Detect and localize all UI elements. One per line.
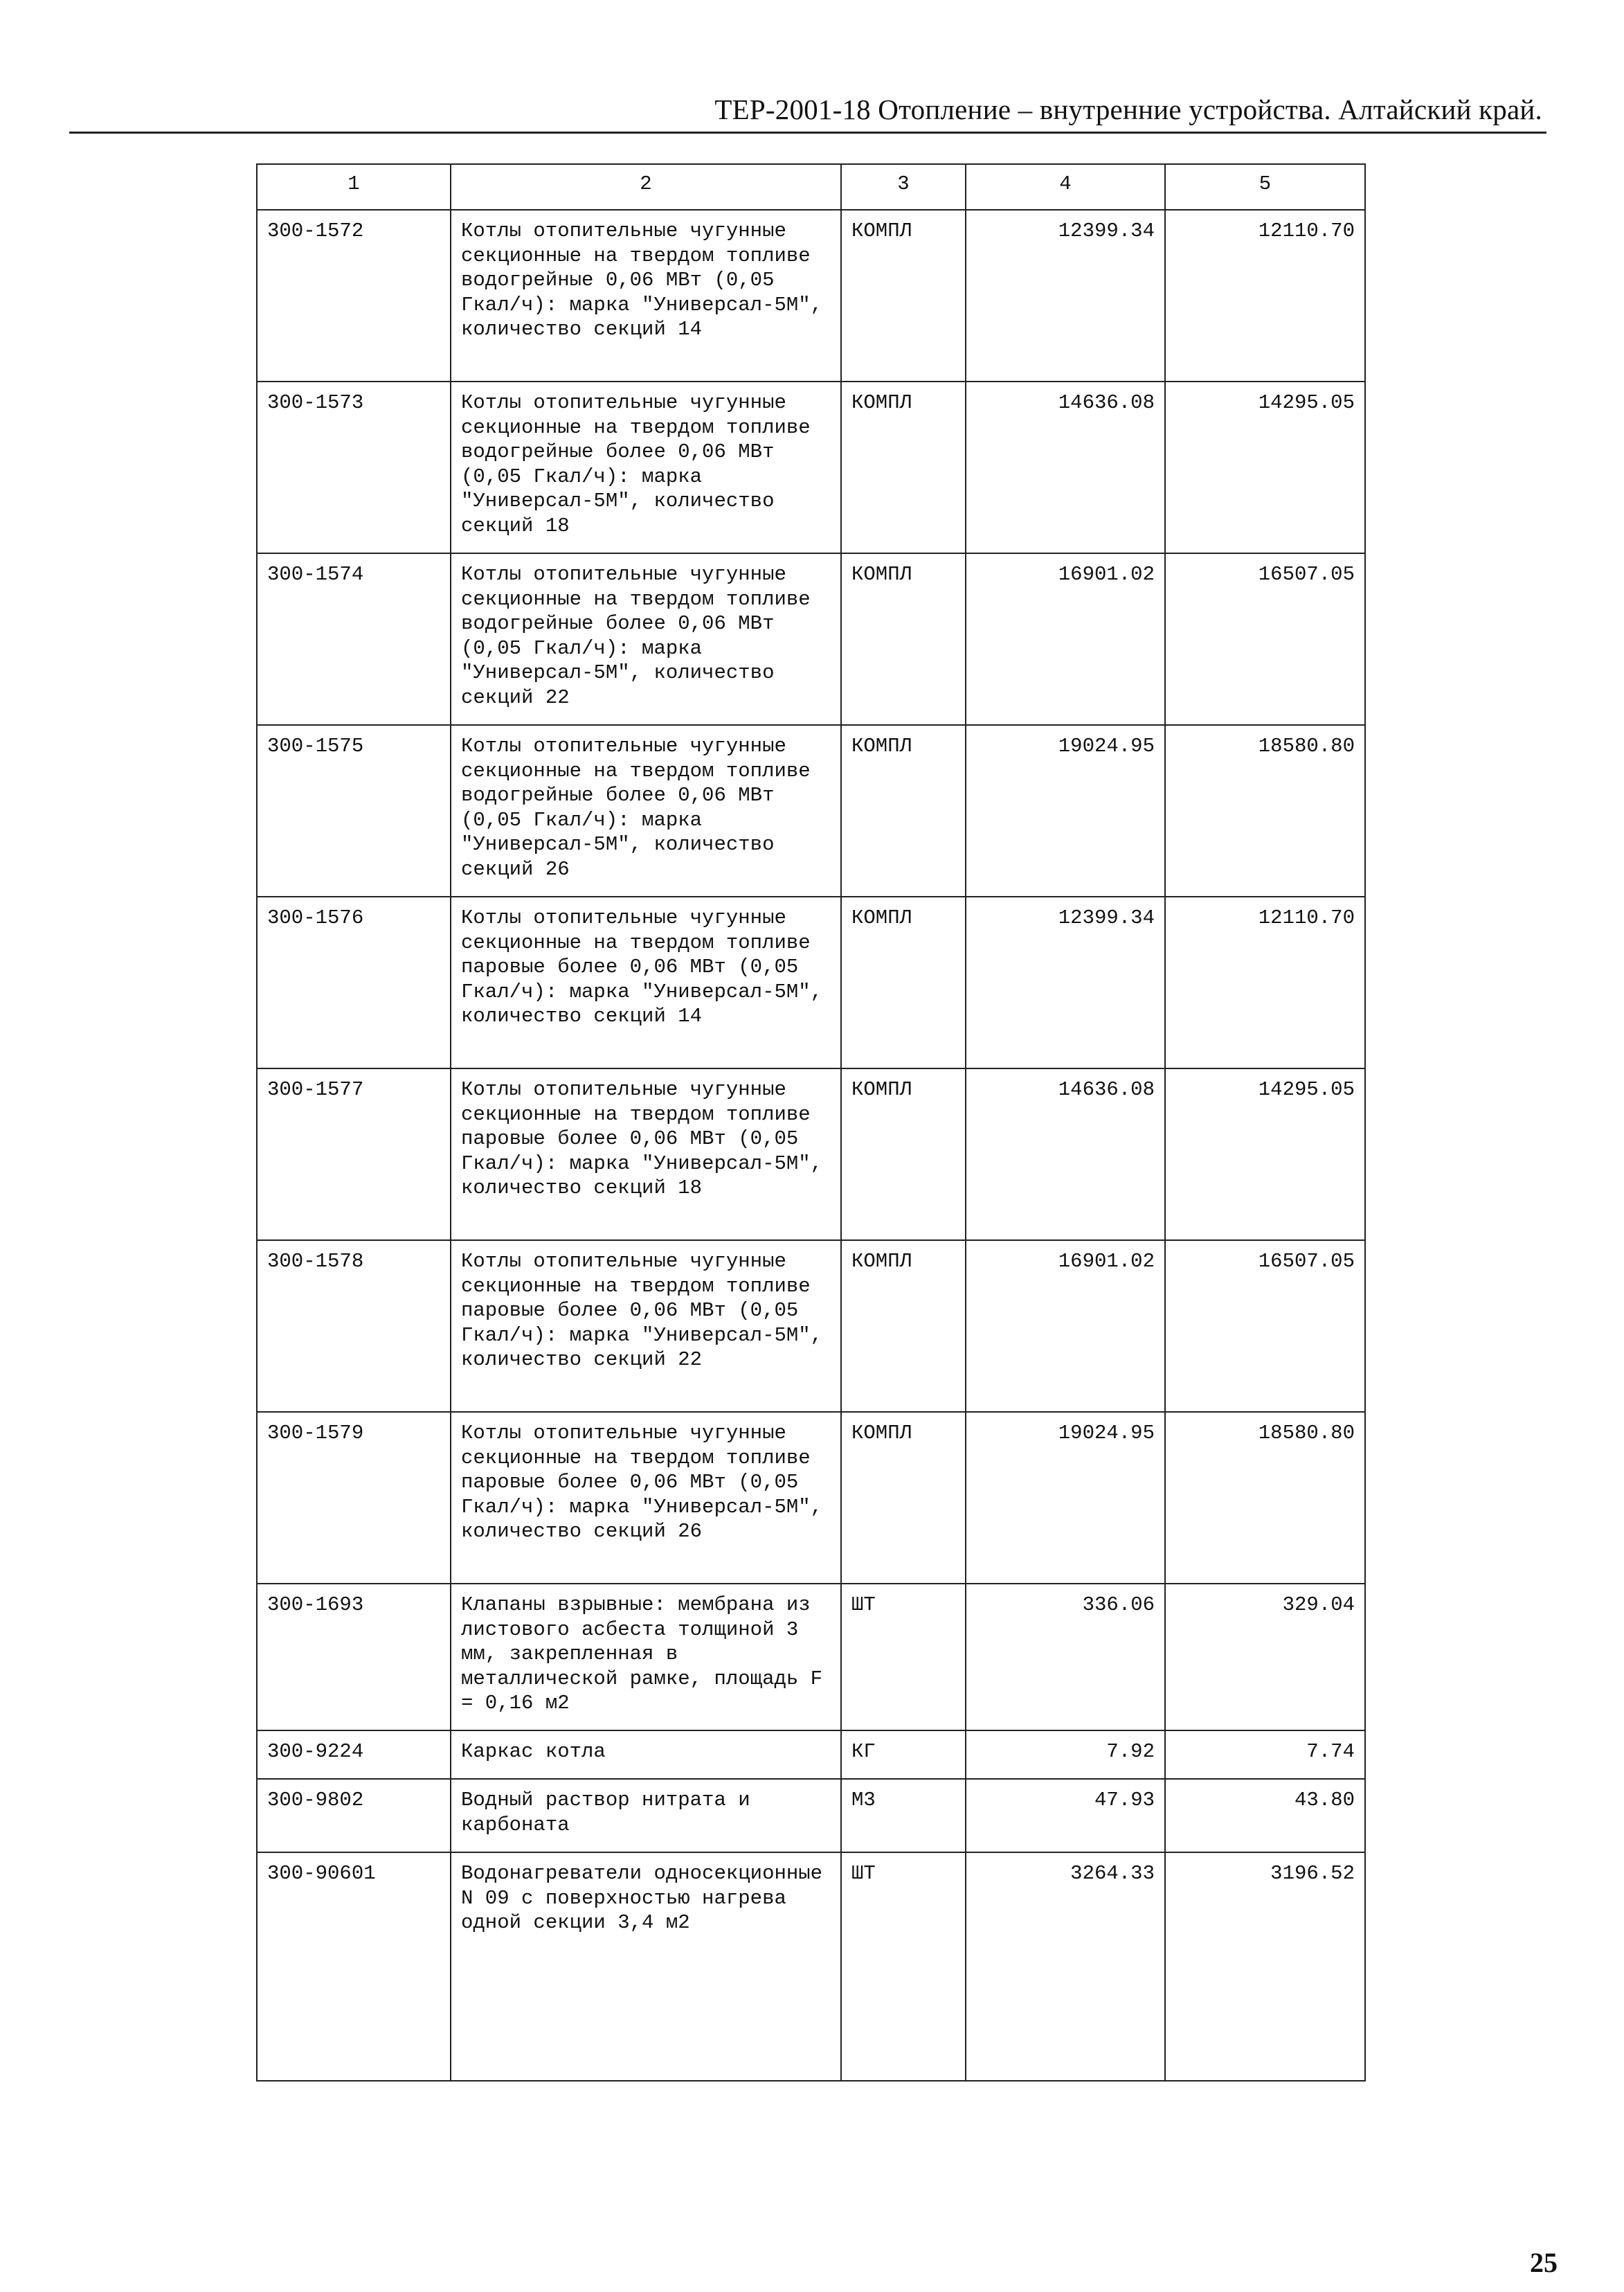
row-value-col4: 14636.08 <box>966 1068 1165 1240</box>
row-name: Каркас котла <box>451 1730 841 1779</box>
table-row <box>257 1584 1365 1730</box>
row-name: Котлы отопительные чугунные секционные на твердом топливе водогрейные более 0,06 МВт (0,05 Гкал/ч): марка "Универсал-5М", количество секций 26 <box>451 725 841 897</box>
page-header <box>69 87 1546 134</box>
row-value-col4: 16901.02 <box>966 553 1165 725</box>
row-value-col4: 47.93 <box>966 1779 1165 1852</box>
row-code: 300-1577 <box>257 1068 451 1240</box>
column-header-4: 4 <box>966 164 1165 210</box>
table-row <box>257 897 1365 1068</box>
row-name: Котлы отопительные чугунные секционные на твердом топливе паровые более 0,06 МВт (0,05 Гкал/ч): марка "Универсал-5М", количество секций 18 <box>451 1068 841 1240</box>
row-unit: КОМПЛ <box>841 1412 966 1584</box>
row-name: Котлы отопительные чугунные секционные на твердом топливе паровые более 0,06 МВт (0,05 Гкал/ч): марка "Универсал-5М", количество секций 26 <box>451 1412 841 1584</box>
row-value-col5: 18580.80 <box>1165 1412 1365 1584</box>
row-unit: КОМПЛ <box>841 897 966 1068</box>
page-number: 25 <box>1530 2247 1558 2278</box>
row-value-col5: 43.80 <box>1165 1779 1365 1852</box>
row-code: 300-1578 <box>257 1240 451 1412</box>
table-row <box>257 1068 1365 1240</box>
column-number-row <box>257 164 1365 210</box>
column-header-1: 1 <box>257 164 451 210</box>
table-row <box>257 725 1365 897</box>
table-row <box>257 382 1365 553</box>
row-name: Водонагреватели односекционные N 09 с поверхностью нагрева одной секции 3,4 м2 <box>451 1852 841 2081</box>
row-value-col5: 3196.52 <box>1165 1852 1365 2081</box>
row-value-col4: 16901.02 <box>966 1240 1165 1412</box>
column-header-2: 2 <box>451 164 841 210</box>
row-code: 300-1574 <box>257 553 451 725</box>
table-row <box>257 553 1365 725</box>
column-header-5: 5 <box>1165 164 1365 210</box>
row-code: 300-1576 <box>257 897 451 1068</box>
row-code: 300-1693 <box>257 1584 451 1730</box>
table-row <box>257 1240 1365 1412</box>
row-unit: КОМПЛ <box>841 210 966 382</box>
row-value-col5: 16507.05 <box>1165 553 1365 725</box>
row-name: Клапаны взрывные: мембрана из листового асбеста толщиной 3 мм, закрепленная в металлической рамке, площадь F = 0,16 м2 <box>451 1584 841 1730</box>
row-value-col4: 7.92 <box>966 1730 1165 1779</box>
row-value-col4: 12399.34 <box>966 897 1165 1068</box>
row-value-col5: 14295.05 <box>1165 382 1365 553</box>
row-value-col5: 18580.80 <box>1165 725 1365 897</box>
row-value-col5: 12110.70 <box>1165 210 1365 382</box>
row-unit: КОМПЛ <box>841 553 966 725</box>
table-row <box>257 1852 1365 2081</box>
row-name: Котлы отопительные чугунные секционные на твердом топливе паровые более 0,06 МВт (0,05 Гкал/ч): марка "Универсал-5М", количество секций 14 <box>451 897 841 1068</box>
row-value-col4: 14636.08 <box>966 382 1165 553</box>
row-value-col4: 19024.95 <box>966 725 1165 897</box>
row-unit: КОМПЛ <box>841 382 966 553</box>
rates-table <box>256 163 1366 2081</box>
row-value-col4: 336.06 <box>966 1584 1165 1730</box>
table-row <box>257 1779 1365 1852</box>
row-code: 300-1575 <box>257 725 451 897</box>
row-value-col4: 3264.33 <box>966 1852 1165 2081</box>
row-name: Котлы отопительные чугунные секционные на твердом топливе водогрейные более 0,06 МВт (0,05 Гкал/ч): марка "Универсал-5М", количество секций 22 <box>451 553 841 725</box>
row-value-col5: 12110.70 <box>1165 897 1365 1068</box>
row-code: 300-1573 <box>257 382 451 553</box>
row-unit: М3 <box>841 1779 966 1852</box>
row-value-col5: 7.74 <box>1165 1730 1365 1779</box>
row-name: Водный раствор нитрата и карбоната <box>451 1779 841 1852</box>
row-unit: ШТ <box>841 1852 966 2081</box>
table-row <box>257 1730 1365 1779</box>
row-code: 300-9224 <box>257 1730 451 1779</box>
row-name: Котлы отопительные чугунные секционные на твердом топливе водогрейные 0,06 МВт (0,05 Гкал/ч): марка "Универсал-5М", количество секций 14 <box>451 210 841 382</box>
row-unit: КГ <box>841 1730 966 1779</box>
row-unit: КОМПЛ <box>841 1240 966 1412</box>
row-value-col5: 329.04 <box>1165 1584 1365 1730</box>
row-code: 300-1572 <box>257 210 451 382</box>
row-value-col4: 19024.95 <box>966 1412 1165 1584</box>
row-code: 300-9802 <box>257 1779 451 1852</box>
table-row <box>257 1412 1365 1584</box>
row-unit: КОМПЛ <box>841 1068 966 1240</box>
row-name: Котлы отопительные чугунные секционные на твердом топливе водогрейные более 0,06 МВт (0,05 Гкал/ч): марка "Универсал-5М", количество секций 18 <box>451 382 841 553</box>
row-name: Котлы отопительные чугунные секционные на твердом топливе паровые более 0,06 МВт (0,05 Гкал/ч): марка "Универсал-5М", количество секций 22 <box>451 1240 841 1412</box>
column-header-3: 3 <box>841 164 966 210</box>
row-unit: КОМПЛ <box>841 725 966 897</box>
row-value-col5: 14295.05 <box>1165 1068 1365 1240</box>
row-code: 300-90601 <box>257 1852 451 2081</box>
row-code: 300-1579 <box>257 1412 451 1584</box>
table-row <box>257 210 1365 382</box>
row-unit: ШТ <box>841 1584 966 1730</box>
row-value-col5: 16507.05 <box>1165 1240 1365 1412</box>
document-title: ТЕР-2001-18 Отопление – внутренние устройства. Алтайский край. <box>714 93 1542 125</box>
row-value-col4: 12399.34 <box>966 210 1165 382</box>
